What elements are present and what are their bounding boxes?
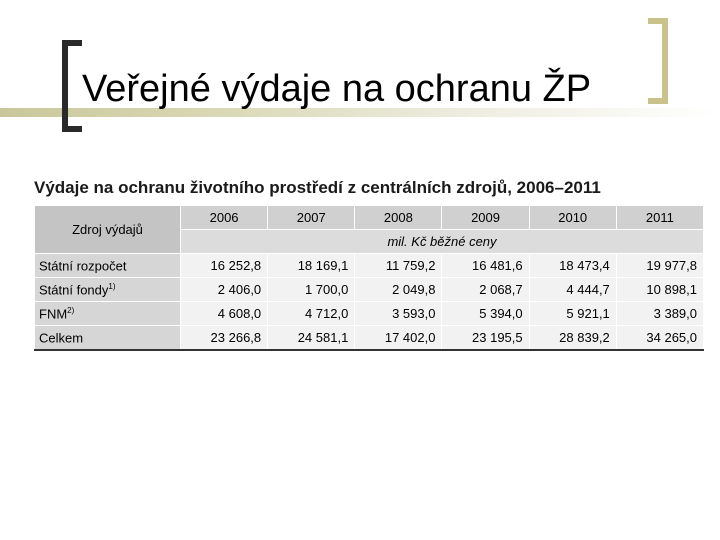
left-bracket-decoration bbox=[62, 40, 82, 132]
table-cell: 3 593,0 bbox=[355, 302, 442, 326]
table-row bbox=[35, 302, 704, 326]
table-cell: 5 921,1 bbox=[529, 302, 616, 326]
table-cell: 2 406,0 bbox=[181, 278, 268, 302]
table-cell: 34 265,0 bbox=[616, 326, 703, 350]
table-cell: 11 759,2 bbox=[355, 254, 442, 278]
table-cell: 4 712,0 bbox=[268, 302, 355, 326]
table-cell: 10 898,1 bbox=[616, 278, 703, 302]
table-cell: 4 608,0 bbox=[181, 302, 268, 326]
year-header: 2010 bbox=[529, 206, 616, 230]
table-row-total bbox=[35, 326, 704, 350]
year-header: 2009 bbox=[442, 206, 529, 230]
row-label: FNM$^{2)}$ bbox=[35, 302, 181, 326]
table-row bbox=[35, 254, 704, 278]
table-cell: 28 839,2 bbox=[529, 326, 616, 350]
table-cell: 17 402,0 bbox=[355, 326, 442, 350]
expenditure-table bbox=[34, 205, 704, 351]
row-label: Celkem bbox=[35, 326, 181, 350]
table-cell: 23 195,5 bbox=[442, 326, 529, 350]
footnote-marker: 1) bbox=[108, 281, 116, 291]
table-cell: 18 169,1 bbox=[268, 254, 355, 278]
row-label: Státní fondy$^{1)}$ bbox=[35, 278, 181, 302]
table-caption: Výdaje na ochranu životního prostředí z centrálních zdrojů, 2006–2011 bbox=[34, 178, 601, 197]
table-cell: 1 700,0 bbox=[268, 278, 355, 302]
table-cell: 2 068,7 bbox=[442, 278, 529, 302]
table-cell: 5 394,0 bbox=[442, 302, 529, 326]
table-cell: 3 389,0 bbox=[616, 302, 703, 326]
table-cell: 4 444,7 bbox=[529, 278, 616, 302]
year-header: 2008 bbox=[355, 206, 442, 230]
table-row bbox=[35, 278, 704, 302]
year-header: 2006 bbox=[181, 206, 268, 230]
table-cell: 2 049,8 bbox=[355, 278, 442, 302]
footnote-marker: 2) bbox=[67, 305, 75, 315]
unit-header: mil. Kč běžné ceny bbox=[181, 230, 704, 254]
source-column-header: Zdroj výdajů bbox=[35, 206, 181, 254]
year-header: 2007 bbox=[268, 206, 355, 230]
table-cell: 16 252,8 bbox=[181, 254, 268, 278]
table-cell: 24 581,1 bbox=[268, 326, 355, 350]
right-bracket-decoration bbox=[648, 18, 668, 104]
row-label: Státní rozpočet bbox=[35, 254, 181, 278]
year-header: 2011 bbox=[616, 206, 703, 230]
table-cell: 16 481,6 bbox=[442, 254, 529, 278]
table-cell: 23 266,8 bbox=[181, 326, 268, 350]
table-cell: 18 473,4 bbox=[529, 254, 616, 278]
slide-title: Veřejné výdaje na ochranu ŽP bbox=[82, 68, 592, 110]
table-cell: 19 977,8 bbox=[616, 254, 703, 278]
table-header-row bbox=[35, 206, 704, 230]
